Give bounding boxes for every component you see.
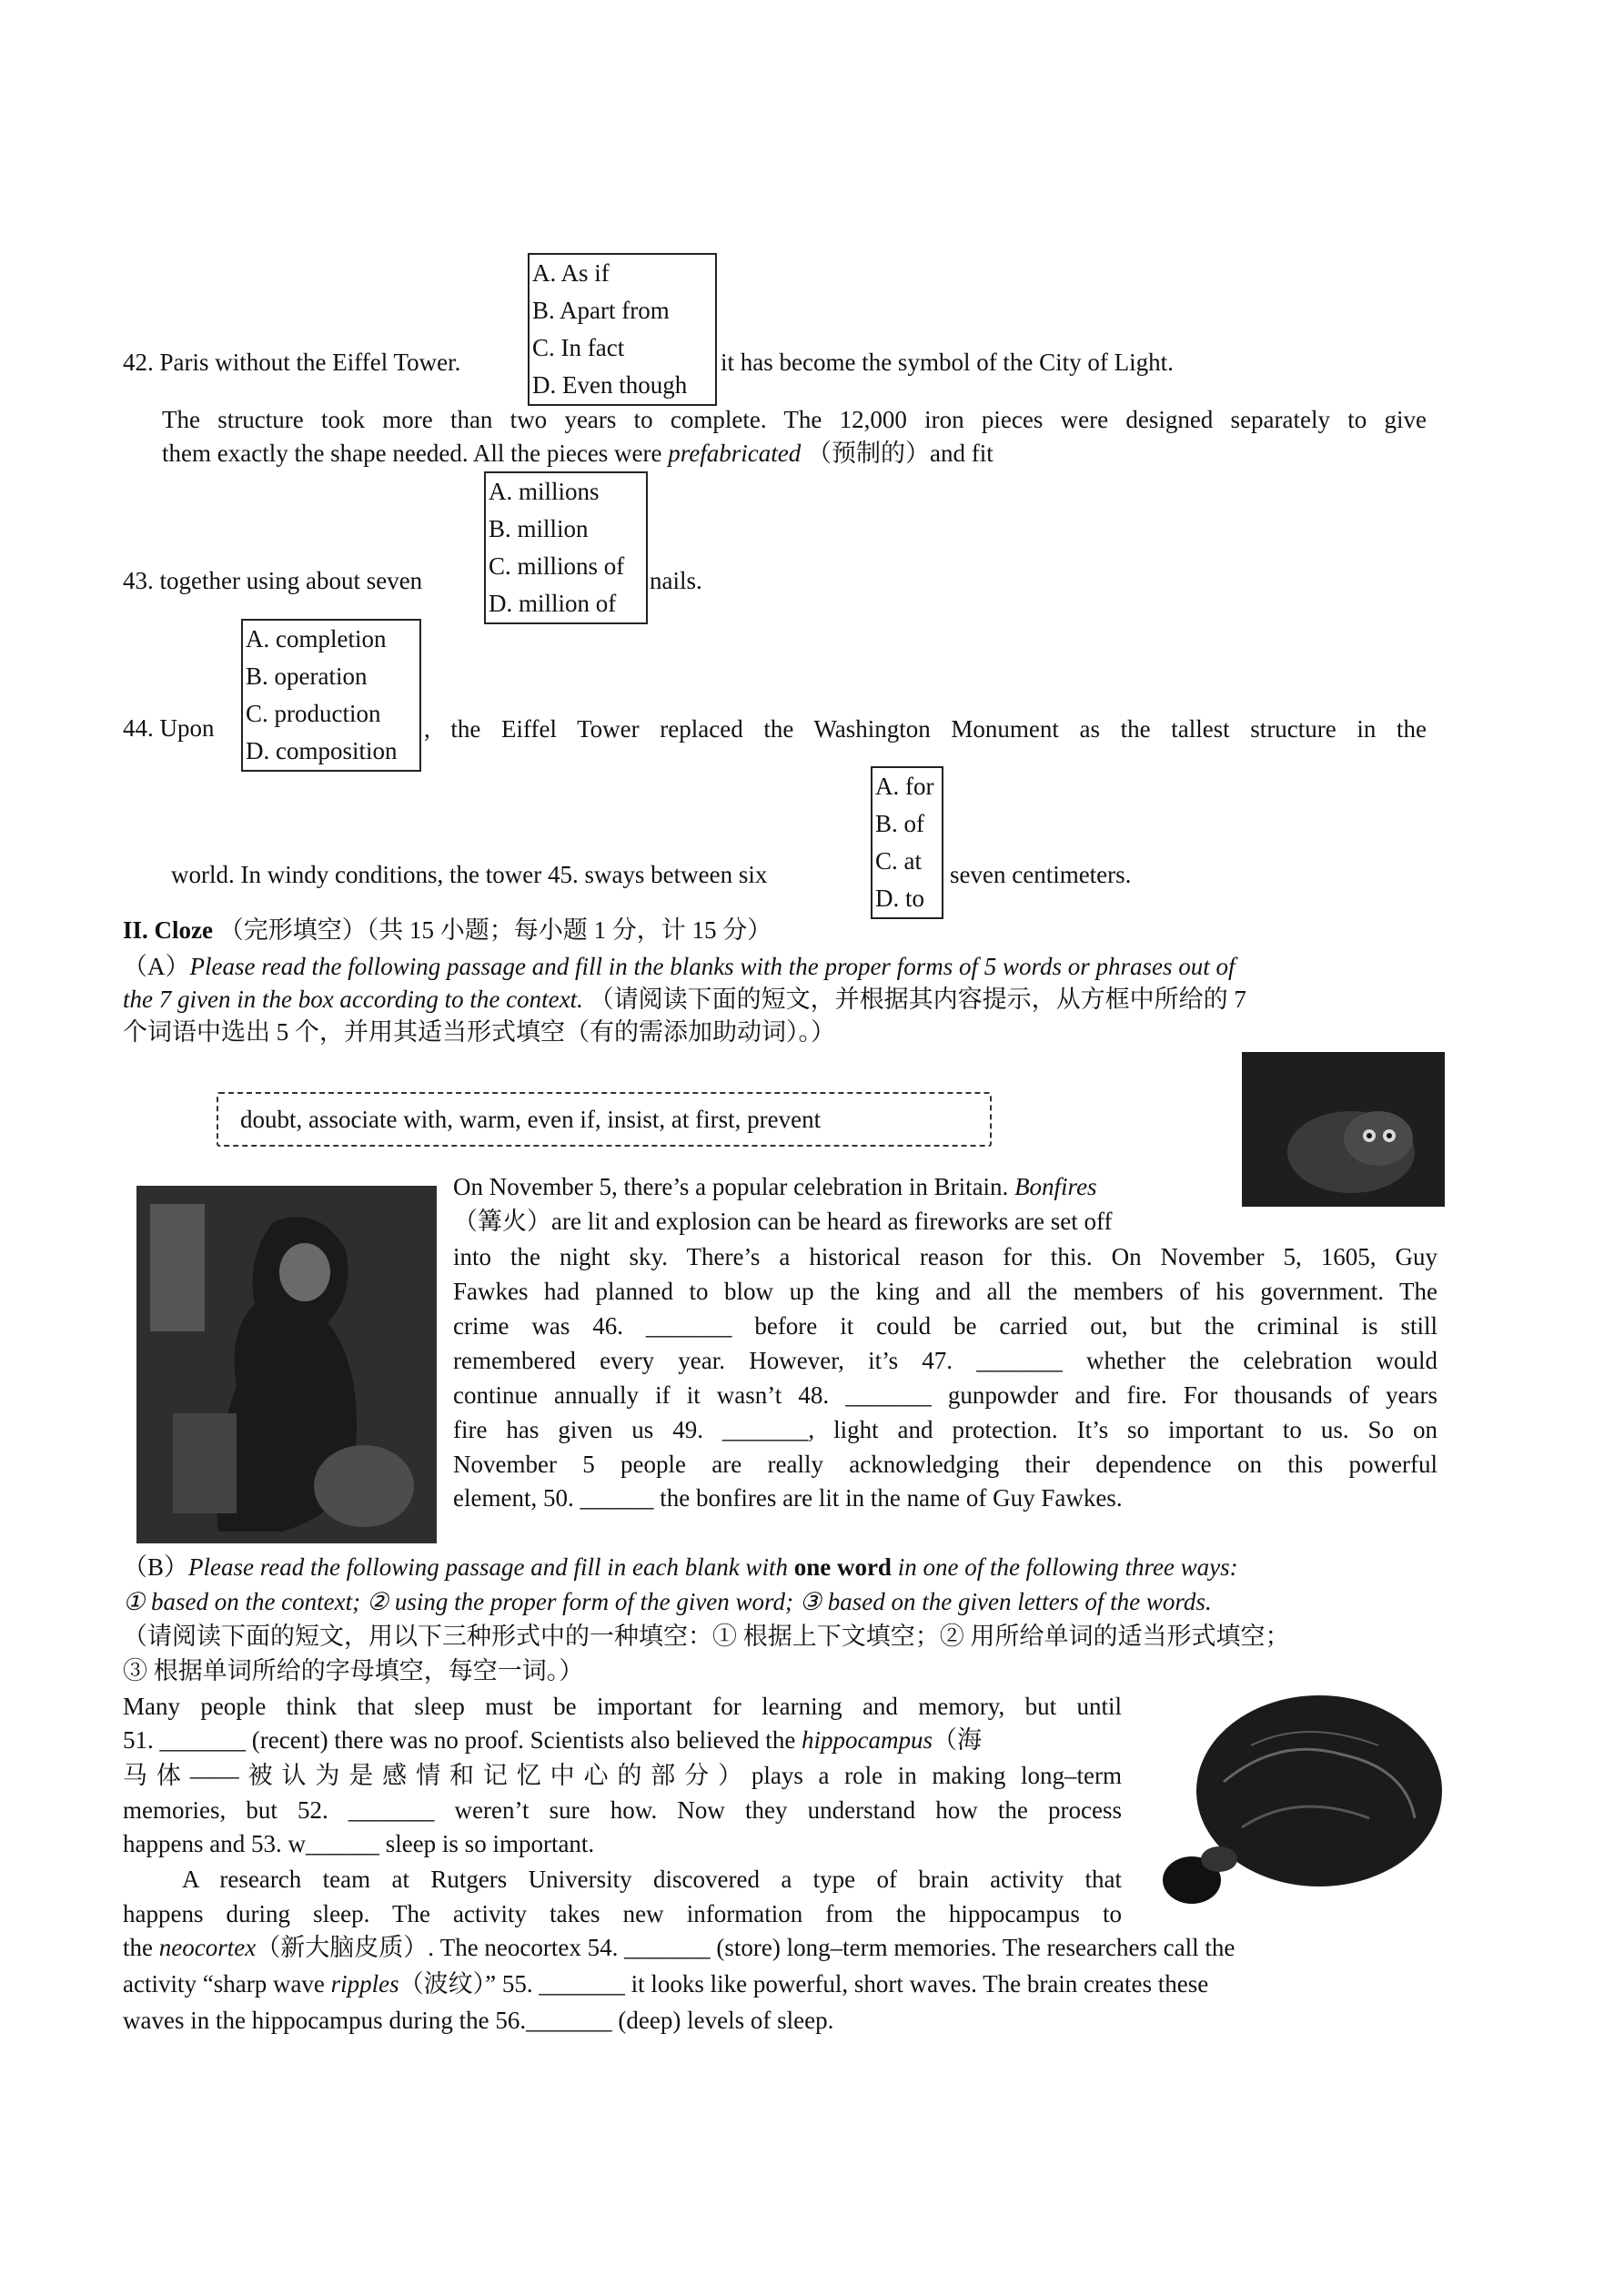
passage-a-bonfires: Bonfires <box>1014 1173 1097 1200</box>
part-b-instruction-line4: ③ 根据单词所给的字母填空，每空一词。） <box>123 1657 584 1684</box>
section-heading <box>123 914 772 946</box>
passage-a-line7: continue annually if it wasn’t 48. _______ gunpowder and fire. For thousands of years <box>453 1381 1437 1409</box>
passage-b-line5: happens and 53. w______ sleep is so important. <box>123 1830 595 1857</box>
q45-option-c[interactable]: C. at <box>875 847 922 875</box>
passage-b-l9a: activity “sharp wave <box>123 1970 325 1998</box>
passage-b-line9 <box>123 1967 1208 2000</box>
q42-option-c[interactable]: C. In fact <box>532 334 625 361</box>
q43-option-b[interactable]: B. million <box>489 515 589 542</box>
passage-b-ripples: ripples <box>330 1970 399 1998</box>
part-a-instruction-line2 <box>123 983 1246 1016</box>
passage-b-l2a: 51. _______ (recent) there was no proof. Scientists also believed the <box>123 1726 796 1754</box>
q45-options-box <box>871 766 943 919</box>
cat-photo-art <box>1242 1052 1445 1207</box>
passage-a-line4: Fawkes had planned to blow up the king and all the members of his government. The <box>453 1278 1437 1305</box>
section-heading-cn: （完形填空）（共 15 小题；每小题 1 分，计 15 分） <box>218 916 772 944</box>
passage-b-line1: Many people think that sleep must be important for learning and memory, but until <box>123 1693 1122 1720</box>
passage-a-line1 <box>453 1170 1097 1203</box>
q42-option-b[interactable]: B. Apart from <box>532 297 670 324</box>
passage-b-line4: memories, but 52. _______ weren’t sure how. Now they understand how the process <box>123 1796 1122 1824</box>
brain-illustration <box>1142 1682 1451 1927</box>
q45-option-a[interactable]: A. for <box>875 773 934 800</box>
passage-a-line5: crime was 46. _______ before it could be carried out, but the criminal is still <box>453 1312 1437 1340</box>
q43-option-d[interactable]: D. million of <box>489 590 617 617</box>
passage-a-line3: into the night sky. There’s a historical reason for this. On November 5, 1605, Guy <box>453 1243 1437 1270</box>
q44-options-box <box>241 619 421 772</box>
guy-fawkes-art <box>136 1186 437 1543</box>
q42-stem <box>123 346 460 379</box>
q44-option-b[interactable]: B. operation <box>246 663 368 690</box>
passage-b-hippocampus: hippocampus <box>802 1726 933 1754</box>
q43-option-c[interactable]: C. millions of <box>489 552 625 580</box>
para1-line2-pre: them exactly the shape needed. All the pieces were <box>162 440 662 467</box>
passage-b-l8c: （新大脑皮质）. The neocortex 54. _______ (store) long–term memories. The researchers call the <box>256 1934 1236 1961</box>
passage-b-line3: 马体——被认为是感情和记忆中心的部分）plays a role in making long–term <box>123 1762 1122 1789</box>
q42-option-a[interactable]: A. As if <box>532 259 610 287</box>
para1-prefabricated: prefabricated <box>668 440 802 467</box>
q45-post-text: seven centimeters. <box>950 861 1132 888</box>
part-a-instr-cn2: （请阅读下面的短文，并根据其内容提示，从方框中所给的 7 <box>589 986 1246 1013</box>
passage-a-line2: （篝火）are lit and explosion can be heard as fireworks are set off <box>453 1208 1113 1235</box>
q44-post-text: , the Eiffel Tower replaced the Washington Monument as the tallest structure in the <box>424 715 1427 743</box>
part-b-one-word: one word <box>793 1553 892 1581</box>
guy-fawkes-illustration <box>136 1186 437 1543</box>
passage-b-l8a: the <box>123 1934 153 1961</box>
q43-option-a[interactable]: A. millions <box>489 478 600 505</box>
part-a-instruction-line1 <box>123 950 1236 983</box>
passage-a-line9: November 5 people are really acknowledging their dependence on this powerful <box>453 1451 1437 1478</box>
passage-a-line8: fire has given us 49. _______, light and protection. It’s so important to us. So on <box>453 1416 1437 1443</box>
q44-option-a[interactable]: A. completion <box>246 625 387 652</box>
q42-pre-text: Paris without the Eiffel Tower. <box>159 349 461 376</box>
q42-number: 42. <box>123 349 154 376</box>
passage-b-line2 <box>123 1724 982 1756</box>
q45-option-b[interactable]: B. of <box>875 810 924 837</box>
q43-options-box <box>484 471 648 624</box>
q44-option-d[interactable]: D. composition <box>246 737 398 764</box>
part-b-instr1a: Please read the following passage and fill in each blank with <box>188 1553 788 1581</box>
brain-art <box>1142 1682 1451 1927</box>
part-b-instruction-line1 <box>123 1551 1238 1583</box>
part-b-instruction-line3: （请阅读下面的短文，用以下三种形式中的一种填空：① 根据上下文填空；② 用所给单词的适当形式填空； <box>123 1623 1290 1650</box>
part-a-tag: （A） <box>123 953 190 980</box>
para1-line2 <box>162 437 994 470</box>
q42-post-text: it has become the symbol of the City of Light. <box>721 349 1174 376</box>
passage-b-l2c: （海 <box>933 1726 983 1754</box>
part-b-instr1c: in one of the following three ways: <box>897 1553 1238 1581</box>
passage-a-line10: element, 50. ______ the bonfires are lit in the name of Guy Fawkes. <box>453 1484 1123 1512</box>
word-box-words: doubt, associate with, warm, even if, insist, at first, prevent <box>240 1106 822 1133</box>
part-a-instruction-line3: 个词语中选出 5 个，并用其适当形式填空（有的需添加助动词）。） <box>123 1018 835 1046</box>
passage-b-neocortex: neocortex <box>158 1934 257 1961</box>
q44-option-c[interactable]: C. production <box>246 700 381 727</box>
part-a-instr-en2: the 7 given in the box according to the context. <box>123 986 583 1013</box>
q42-options-box <box>528 253 717 406</box>
q44-pre-text: 44. Upon <box>123 714 215 742</box>
passage-b-line6: A research team at Rutgers University discovered a type of brain activity that <box>182 1866 1122 1893</box>
para1-line2-post: （预制的）and fit <box>807 440 994 467</box>
q43-pre-text: 43. together using about seven <box>123 567 423 594</box>
q42-option-d[interactable]: D. Even though <box>532 371 688 399</box>
q45-option-d[interactable]: D. to <box>875 885 924 912</box>
passage-b-line7: happens during sleep. The activity takes new information from the hippocampus to <box>123 1900 1122 1927</box>
passage-b-line8 <box>123 1931 1235 1964</box>
section-heading-en: II. Cloze <box>123 916 213 944</box>
passage-a-l1a: On November 5, there’s a popular celebration in Britain. <box>453 1173 1009 1200</box>
q43-post-text: nails. <box>650 567 702 594</box>
word-box <box>217 1092 992 1147</box>
passage-b-l9c: （波纹）” 55. _______ it looks like powerful, short waves. The brain creates these <box>398 1970 1209 1998</box>
passage-a-line6: remembered every year. However, it’s 47. _______ whether the celebration would <box>453 1347 1437 1374</box>
para1-line1: The structure took more than two years to complete. The 12,000 iron pieces were designed separately to give <box>162 406 1427 433</box>
passage-b-line10: waves in the hippocampus during the 56._______ (deep) levels of sleep. <box>123 2007 834 2034</box>
part-a-instr-en1: Please read the following passage and fill in the blanks with the proper forms of 5 words or phrases out of <box>189 953 1236 980</box>
q45-pre-text: world. In windy conditions, the tower 45. sways between six <box>171 861 768 888</box>
part-b-instruction-line2: ① based on the context; ② using the proper form of the given word; ③ based on the given letters of the words. <box>123 1588 1212 1615</box>
cat-photo <box>1242 1052 1445 1207</box>
part-b-tag: （B） <box>123 1553 189 1581</box>
